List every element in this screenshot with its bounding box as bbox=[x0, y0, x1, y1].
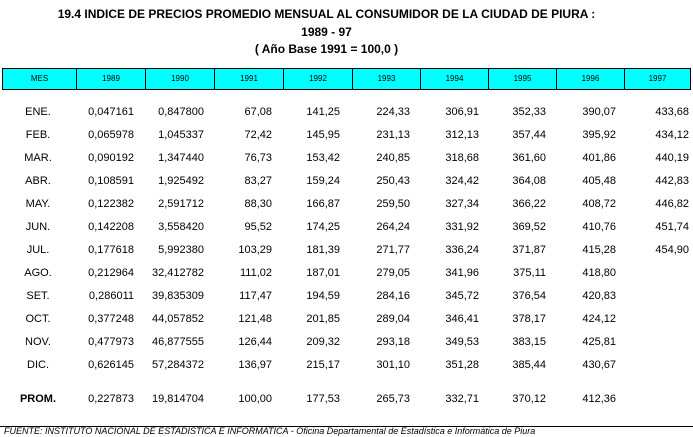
cell-value: 1,045337 bbox=[158, 129, 204, 141]
table-row bbox=[0, 127, 693, 143]
table-row bbox=[0, 311, 693, 327]
cell-value: 1,925492 bbox=[158, 175, 204, 187]
cell-value: 103,29 bbox=[238, 244, 272, 256]
cell-value: 95,52 bbox=[244, 221, 272, 233]
cell-value: 187,01 bbox=[306, 267, 340, 279]
table-period: 1989 - 97 bbox=[301, 25, 352, 39]
cell-value: 3,558420 bbox=[158, 221, 204, 233]
cell-value: 111,02 bbox=[239, 267, 272, 279]
cell-value: 0,177618 bbox=[88, 244, 134, 256]
cell-value: 371,87 bbox=[512, 244, 546, 256]
cell-value: 126,44 bbox=[238, 336, 272, 348]
cell-mes: ENE. bbox=[25, 106, 51, 118]
cell-value: 376,54 bbox=[512, 290, 546, 302]
cell-value: 32,412782 bbox=[152, 267, 204, 279]
cell-value: 433,68 bbox=[655, 106, 689, 118]
cell-value: 405,48 bbox=[582, 175, 616, 187]
cell-mes: JUL. bbox=[26, 244, 50, 256]
header-1994: 1994 bbox=[421, 69, 489, 89]
cell-value: 259,50 bbox=[376, 198, 410, 210]
cell-value: 408,72 bbox=[582, 198, 616, 210]
cell-mes: ABR. bbox=[25, 175, 51, 187]
source-note: FUENTE: INSTITUTO NACIONAL DE ESTADISTICA E INFORMATICA - Oficina Departamental de Estadística e Informática de Piura bbox=[4, 426, 536, 436]
cell-value: 364,08 bbox=[512, 175, 546, 187]
cell-value: 0,377248 bbox=[88, 313, 134, 325]
cell-mes: MAR. bbox=[24, 152, 52, 164]
cell-value: 289,04 bbox=[376, 313, 410, 325]
cell-value: 442,83 bbox=[655, 175, 689, 187]
table-title: 19.4 INDICE DE PRECIOS PROMEDIO MENSUAL AL CONSUMIDOR DE LA CIUDAD DE PIURA : bbox=[57, 7, 596, 21]
cell-value: 240,85 bbox=[376, 152, 410, 164]
cell-value: 231,13 bbox=[376, 129, 410, 141]
cell-value: 1,347440 bbox=[158, 152, 204, 164]
cell-value: 117,47 bbox=[239, 290, 272, 302]
header-1990: 1990 bbox=[146, 69, 215, 89]
cell-value: 67,08 bbox=[244, 106, 272, 118]
cell-value: 375,11 bbox=[513, 267, 546, 279]
cell-value: 440,19 bbox=[655, 152, 689, 164]
header-1992: 1992 bbox=[284, 69, 353, 89]
cell-mes: SET. bbox=[26, 290, 50, 302]
table-row-prom bbox=[0, 391, 693, 407]
table-row bbox=[0, 104, 693, 120]
cell-value: 341,96 bbox=[445, 267, 479, 279]
cell-value: 174,25 bbox=[306, 221, 340, 233]
cell-value: 44,057852 bbox=[152, 313, 204, 325]
cell-value: 351,28 bbox=[445, 359, 479, 371]
cell-value: 136,97 bbox=[238, 359, 272, 371]
cell-value: 284,16 bbox=[376, 290, 410, 302]
cell-value: 88,30 bbox=[244, 198, 272, 210]
cell-value: 0,108591 bbox=[88, 175, 134, 187]
cell-value: 425,81 bbox=[582, 336, 616, 348]
cell-value: 412,36 bbox=[582, 393, 616, 405]
cell-value: 401,86 bbox=[582, 152, 616, 164]
table-base-year: ( Año Base 1991 = 100,0 ) bbox=[254, 42, 399, 56]
cell-value: 2,591712 bbox=[158, 198, 204, 210]
header-1991: 1991 bbox=[215, 69, 284, 89]
cell-value: 349,53 bbox=[445, 336, 479, 348]
cell-value: 361,60 bbox=[512, 152, 546, 164]
cell-value: 410,76 bbox=[582, 221, 616, 233]
cell-value: 378,17 bbox=[512, 313, 546, 325]
cell-value: 145,95 bbox=[306, 129, 340, 141]
cell-value: 0,142208 bbox=[88, 221, 134, 233]
cell-value: 201,85 bbox=[306, 313, 340, 325]
table-row bbox=[0, 196, 693, 212]
cell-value: 424,12 bbox=[582, 313, 616, 325]
cell-value: 0,122382 bbox=[88, 198, 134, 210]
cell-value: 264,24 bbox=[376, 221, 410, 233]
cell-value: 0,227873 bbox=[88, 393, 134, 405]
header-mes: MES bbox=[3, 69, 77, 89]
header-1993: 1993 bbox=[353, 69, 421, 89]
cell-value: 279,05 bbox=[376, 267, 410, 279]
cell-value: 327,34 bbox=[445, 198, 479, 210]
cell-value: 385,44 bbox=[512, 359, 546, 371]
cell-value: 215,17 bbox=[306, 359, 340, 371]
cell-mes: JUN. bbox=[25, 221, 51, 233]
table-row bbox=[0, 334, 693, 350]
cell-value: 331,92 bbox=[445, 221, 479, 233]
table-row bbox=[0, 219, 693, 235]
cell-value: 224,33 bbox=[376, 106, 410, 118]
cell-value: 159,24 bbox=[306, 175, 340, 187]
cell-value: 39,835309 bbox=[152, 290, 204, 302]
cell-value: 19,814704 bbox=[152, 393, 204, 405]
cell-value: 100,00 bbox=[238, 393, 272, 405]
cell-value: 76,73 bbox=[244, 152, 272, 164]
cell-value: 166,87 bbox=[306, 198, 340, 210]
cell-value: 0,477973 bbox=[88, 336, 134, 348]
cell-value: 454,90 bbox=[655, 244, 689, 256]
cell-value: 357,44 bbox=[512, 129, 546, 141]
cell-mes: PROM. bbox=[19, 393, 57, 405]
cell-value: 265,73 bbox=[376, 393, 410, 405]
cell-value: 434,12 bbox=[655, 129, 689, 141]
cell-value: 293,18 bbox=[376, 336, 410, 348]
table-row bbox=[0, 357, 693, 373]
cell-value: 0,065978 bbox=[88, 129, 134, 141]
cell-mes: AGO. bbox=[24, 267, 52, 279]
cell-value: 0,847800 bbox=[158, 106, 204, 118]
cell-value: 336,24 bbox=[445, 244, 479, 256]
cell-value: 0,212964 bbox=[88, 267, 134, 279]
table-header bbox=[2, 68, 691, 90]
cell-value: 390,07 bbox=[582, 106, 616, 118]
cell-value: 370,12 bbox=[512, 393, 546, 405]
cell-value: 153,42 bbox=[306, 152, 340, 164]
cell-value: 446,82 bbox=[655, 198, 689, 210]
table-row bbox=[0, 288, 693, 304]
cell-value: 209,32 bbox=[306, 336, 340, 348]
header-1996: 1996 bbox=[557, 69, 625, 89]
cell-value: 141,25 bbox=[306, 106, 340, 118]
cell-value: 194,59 bbox=[306, 290, 340, 302]
cell-value: 369,52 bbox=[512, 221, 546, 233]
cell-value: 395,92 bbox=[582, 129, 616, 141]
cell-value: 306,91 bbox=[445, 106, 479, 118]
header-1995: 1995 bbox=[489, 69, 557, 89]
cell-value: 345,72 bbox=[445, 290, 479, 302]
cell-value: 301,10 bbox=[376, 359, 410, 371]
cell-value: 5,992380 bbox=[158, 244, 204, 256]
header-1997: 1997 bbox=[648, 74, 667, 83]
cell-value: 451,74 bbox=[655, 221, 689, 233]
cell-value: 177,53 bbox=[306, 393, 340, 405]
cell-value: 57,284372 bbox=[152, 359, 204, 371]
cell-value: 271,77 bbox=[376, 244, 410, 256]
cell-value: 352,33 bbox=[512, 106, 546, 118]
cell-value: 430,67 bbox=[582, 359, 616, 371]
cell-mes: DIC. bbox=[27, 359, 49, 371]
cell-value: 383,15 bbox=[512, 336, 546, 348]
cell-value: 318,68 bbox=[445, 152, 479, 164]
cell-value: 0,626145 bbox=[88, 359, 134, 371]
cell-value: 121,48 bbox=[238, 313, 272, 325]
header-1989: 1989 bbox=[77, 69, 146, 89]
cell-value: 83,27 bbox=[244, 175, 272, 187]
table-row bbox=[0, 173, 693, 189]
cell-value: 0,090192 bbox=[88, 152, 134, 164]
cell-value: 181,39 bbox=[306, 244, 340, 256]
cell-value: 418,80 bbox=[582, 267, 616, 279]
cell-value: 250,43 bbox=[376, 175, 410, 187]
cell-value: 332,71 bbox=[445, 393, 479, 405]
cell-value: 72,42 bbox=[244, 129, 272, 141]
cell-value: 46,877555 bbox=[152, 336, 204, 348]
cell-value: 324,42 bbox=[445, 175, 479, 187]
cell-mes: MAY. bbox=[25, 198, 51, 210]
cell-value: 415,28 bbox=[582, 244, 616, 256]
cell-mes: NOV. bbox=[25, 336, 51, 348]
table-row bbox=[0, 242, 693, 258]
table-row bbox=[0, 265, 693, 281]
cell-value: 0,047161 bbox=[88, 106, 134, 118]
table-row bbox=[0, 150, 693, 166]
cell-value: 0,286011 bbox=[88, 290, 134, 302]
cell-value: 366,22 bbox=[512, 198, 546, 210]
cell-mes: OCT. bbox=[25, 313, 51, 325]
cell-value: 346,41 bbox=[445, 313, 479, 325]
cell-value: 312,13 bbox=[445, 129, 479, 141]
cell-value: 420,83 bbox=[582, 290, 616, 302]
cell-mes: FEB. bbox=[25, 129, 51, 141]
